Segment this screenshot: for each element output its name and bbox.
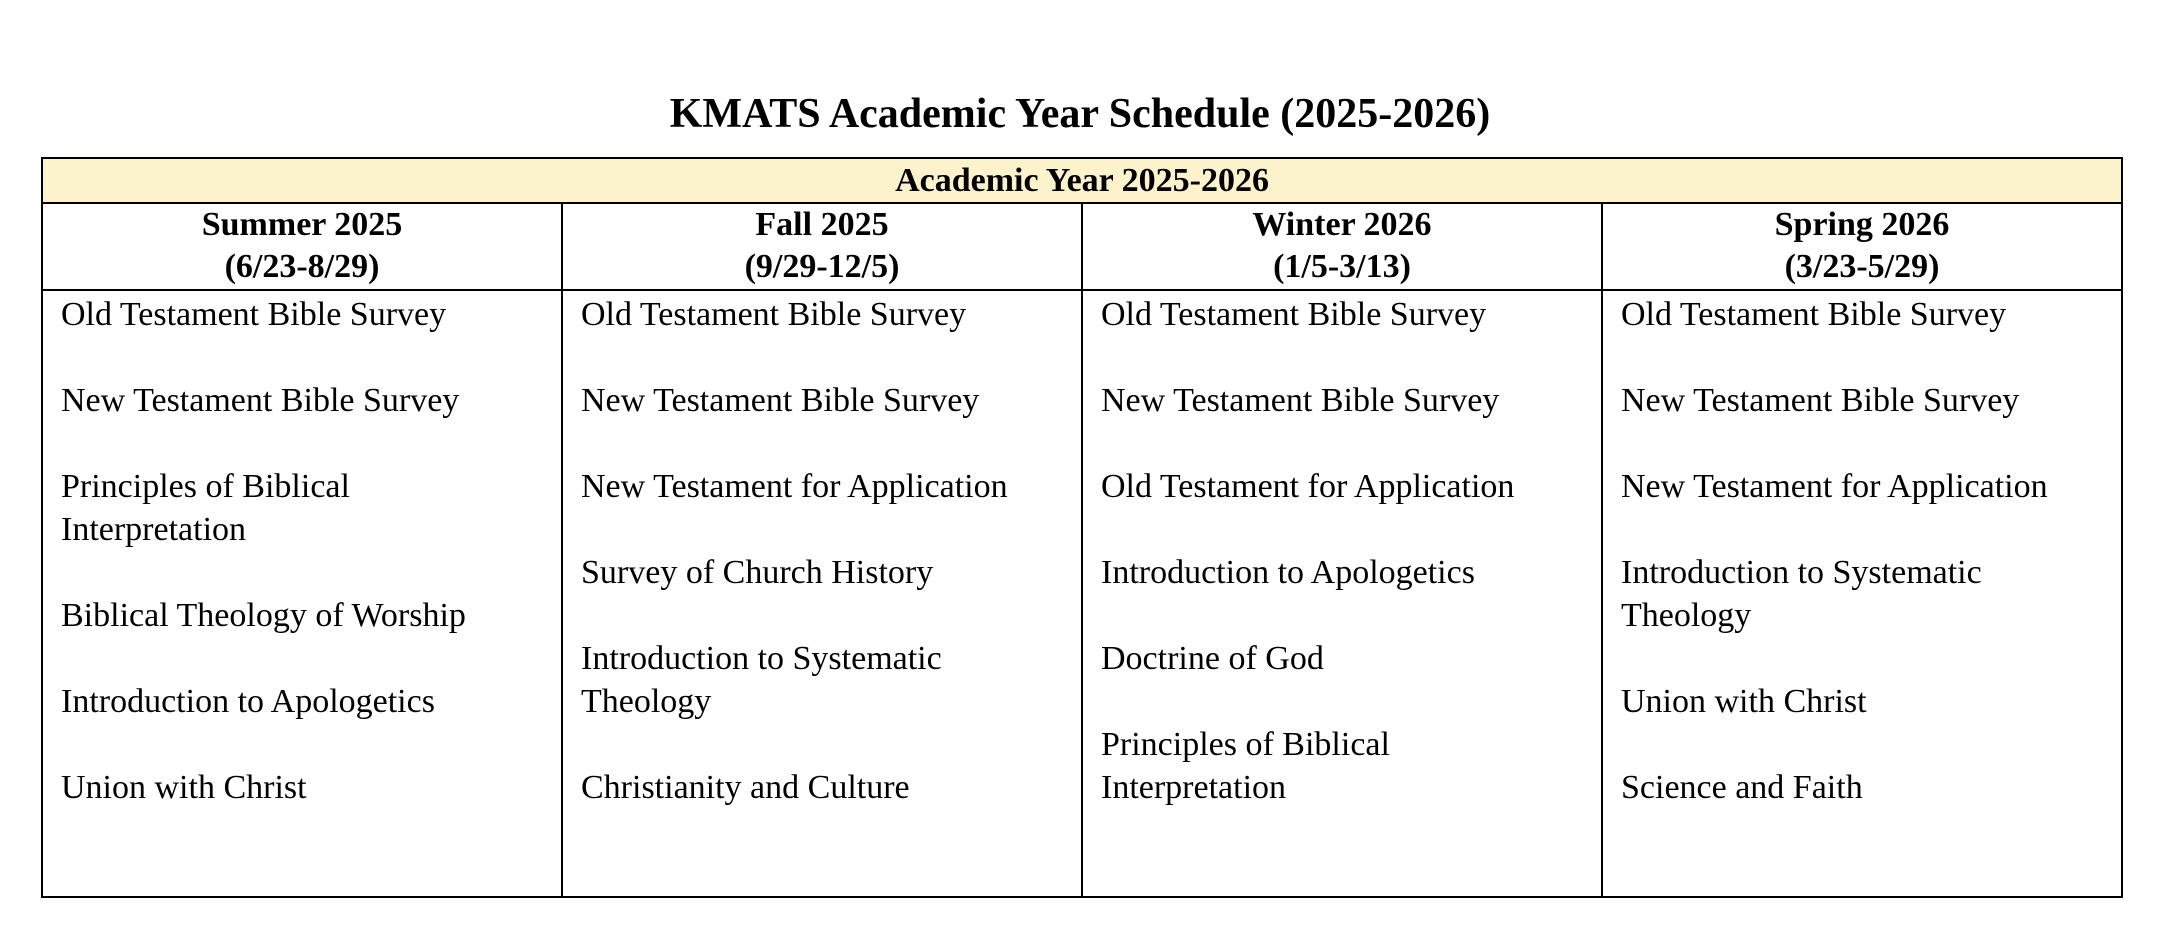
term-name: Fall 2025 [755, 206, 889, 243]
course-item: New Testament for Application [581, 468, 1008, 505]
course-item: Biblical Theology of Worship [61, 597, 466, 634]
academic-year-header: Academic Year 2025-2026 [42, 158, 2122, 203]
course-item: Old Testament Bible Survey [1621, 296, 2007, 333]
course-list [1621, 291, 2103, 809]
course-item: Old Testament for Application [1101, 468, 1515, 505]
term-name: Summer 2025 [201, 206, 403, 243]
term-header-spring [1602, 203, 2122, 290]
term-header-summer [42, 203, 562, 290]
course-item: Science and Faith [1621, 769, 1863, 806]
course-item: Principles of Biblical Interpretation [61, 468, 350, 548]
course-item: New Testament Bible Survey [61, 382, 460, 419]
term-dates: (3/23-5/29) [1784, 248, 1940, 285]
course-item: Introduction to Systematic Theology [581, 640, 942, 720]
course-item: New Testament Bible Survey [1621, 382, 2020, 419]
term-header-fall [562, 203, 1082, 290]
course-item: Principles of Biblical Interpretation [1101, 726, 1390, 806]
course-item: New Testament Bible Survey [581, 382, 980, 419]
term-name: Winter 2026 [1252, 206, 1432, 243]
course-item: Old Testament Bible Survey [581, 296, 967, 333]
course-item: Old Testament Bible Survey [1101, 296, 1487, 333]
course-item: Introduction to Apologetics [1101, 554, 1475, 591]
course-item: Survey of Church History [581, 554, 934, 591]
course-cell-winter [1082, 290, 1602, 897]
course-cell-summer [42, 290, 562, 897]
course-item: New Testament Bible Survey [1101, 382, 1500, 419]
term-dates: (6/23-8/29) [224, 248, 380, 285]
course-item: Old Testament Bible Survey [61, 296, 447, 333]
course-list [1101, 291, 1583, 809]
course-cell-fall [562, 290, 1082, 897]
term-dates: (9/29-12/5) [744, 248, 900, 285]
course-item: Union with Christ [61, 769, 307, 806]
schedule-table [41, 157, 2123, 898]
course-list [581, 291, 1063, 809]
course-item: Introduction to Apologetics [61, 683, 435, 720]
course-row [42, 290, 2122, 897]
academic-year-row [42, 158, 2122, 203]
course-item: Union with Christ [1621, 683, 1867, 720]
term-dates: (1/5-3/13) [1273, 248, 1411, 285]
page-title: KMATS Academic Year Schedule (2025-2026) [669, 91, 1491, 138]
term-header-row [42, 203, 2122, 290]
course-item: Introduction to Systematic Theology [1621, 554, 1982, 634]
course-item: Christianity and Culture [581, 769, 910, 806]
course-item: Doctrine of God [1101, 640, 1324, 677]
course-list [61, 291, 543, 809]
term-header-winter [1082, 203, 1602, 290]
course-item: New Testament for Application [1621, 468, 2048, 505]
course-cell-spring [1602, 290, 2122, 897]
term-name: Spring 2026 [1774, 206, 1950, 243]
